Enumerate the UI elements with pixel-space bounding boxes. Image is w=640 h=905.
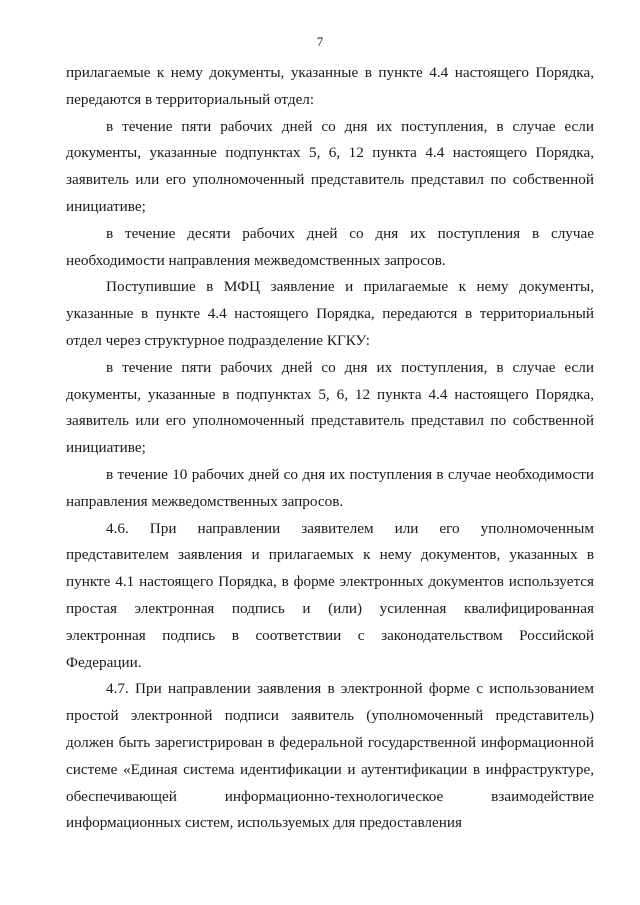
paragraph-five-days-territorial: в течение пяти рабочих дней со дня их поступления, в случае если документы, указанные подпунктах 5, 6, 12 пункта 4.4 настоящего Порядка, заявитель или его уполномоченный представитель представил по собственной инициативе; — [66, 117, 594, 215]
paragraph-mfc-documents: Поступившие в МФЦ заявление и прилагаемые к нему документы, указанные в пункте 4.4 настоящего Порядка, передаются в территориальный отдел через структурное подразделение КГКУ: — [66, 278, 594, 349]
paragraph-section-4-7: 4.7. При направлении заявления в электронной форме с использованием простой электронной подписи заявитель (уполномоченный представитель) должен быть зарегистрирован в федеральной государственной информационной системе «Единая система идентификации и аутентификации в инфраструктуре, обеспечивающей информационно-технологическое взаимодействие информационных систем, используемых для предоставления — [66, 680, 594, 832]
page-number: 7 — [316, 34, 324, 49]
paragraph-five-days-mfc: в течение пяти рабочих дней со дня их поступления, в случае если документы, указанные в подпунктах 5, 6, 12 пункта 4.4 настоящего Порядка, заявитель или его уполномоченный представитель представил по собственной инициативе; — [66, 358, 594, 457]
paragraph-continuation: прилагаемые к нему документы, указанные в пункте 4.4 настоящего Порядка, передаются в территориальный отдел: — [66, 64, 594, 108]
paragraph-ten-days-mfc: в течение 10 рабочих дней со дня их поступления в случае необходимости направления межведомственных запросов. — [66, 465, 594, 510]
document-body — [66, 60, 594, 837]
paragraph-section-4-6: 4.6. При направлении заявителем или его уполномоченным представителем заявления и прилагаемых к нему документов, указанных в пункте 4.1 настоящего Порядка, в форме электронных документов используется простая электронная подпись и (или) усиленная квалифицированная электронная подпись в соответствии с законодательством Российской Федерации. — [66, 519, 594, 671]
paragraph-ten-days-territorial: в течение десяти рабочих дней со дня их поступления в случае необходимости направления межведомственных запросов. — [66, 224, 594, 269]
